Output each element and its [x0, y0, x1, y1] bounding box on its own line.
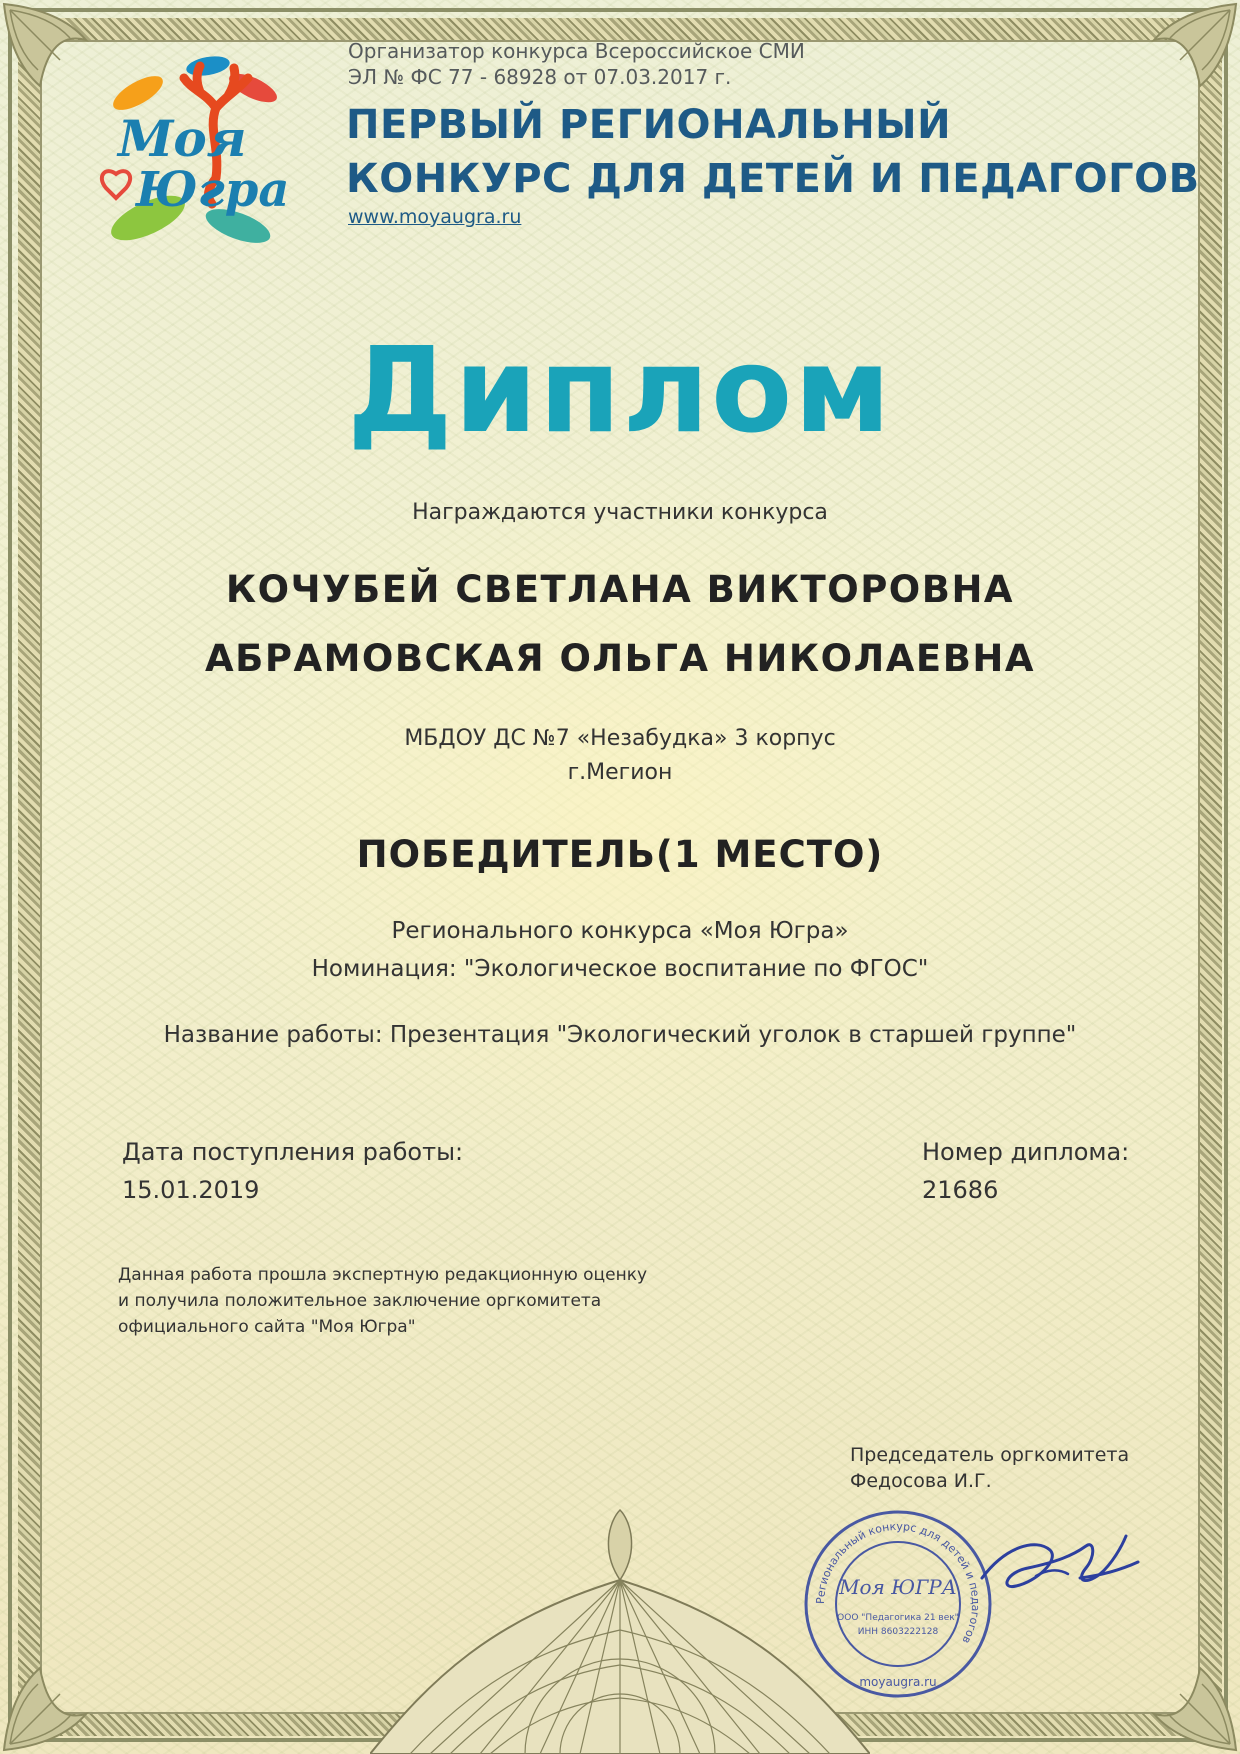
diploma-title: Диплом [347, 321, 893, 459]
corner-ornament-icon [1150, 0, 1240, 90]
award-intro: Награждаются участники конкурса [412, 500, 828, 525]
work-title: Название работы: Презентация "Экологический уголок в старшей группе" [163, 1022, 1077, 1048]
note-line: и получила положительное заключение оргкомитета [118, 1291, 602, 1311]
stamp-ring-text: Региональный конкурс для детей и педагогов [813, 1519, 983, 1646]
signatory-block [850, 1442, 1129, 1494]
institution-name: МБДОУ ДС №7 «Незабудка» 3 корпус [404, 726, 836, 751]
institution-block [0, 722, 1240, 790]
corner-ornament-icon [1150, 1664, 1240, 1754]
corner-ornament-icon [0, 0, 90, 90]
heart-icon [102, 171, 130, 198]
city: г.Мегион [567, 760, 673, 785]
diploma-number-value: 21686 [922, 1176, 999, 1204]
stamp-site: moyaugra.ru [859, 1675, 937, 1689]
stamp-inn: ИНН 8603222128 [857, 1627, 939, 1637]
organizer-info [348, 38, 805, 90]
nomination: Номинация: "Экологическое воспитание по ФГОС" [311, 956, 929, 982]
logo-word2: Югра [136, 162, 290, 218]
recipient-name: АБРАМОВСКАЯ ОЛЬГА НИКОЛАЕВНА [204, 637, 1036, 680]
diploma-number-label: Номер диплома: [922, 1138, 1130, 1166]
note-line: Данная работа прошла экспертную редакционную оценку [118, 1265, 648, 1285]
date-value: 15.01.2019 [122, 1176, 260, 1204]
signatory-position: Председатель оргкомитета [850, 1444, 1130, 1466]
registration-line: ЭЛ № ФС 77 - 68928 от 07.03.2017 г. [348, 65, 732, 89]
contest-block [0, 912, 1240, 988]
organizer-line: Организатор конкурса Всероссийское СМИ [348, 39, 805, 63]
headline-line: ПЕРВЫЙ РЕГИОНАЛЬНЫЙ [346, 102, 952, 148]
contest-name: Регионального конкурса «Моя Югра» [391, 918, 849, 944]
award-place: ПОБЕДИТЕЛЬ(1 МЕСТО) [356, 833, 884, 876]
recipient-name: КОЧУБЕЙ СВЕТЛАНА ВИКТОРОВНА [225, 568, 1015, 611]
logo-word1: Моя [118, 109, 247, 168]
contest-headline [346, 98, 1200, 206]
signatory-name: Федосова И.Г. [850, 1470, 992, 1492]
headline-line: КОНКУРС ДЛЯ ДЕТЕЙ И ПЕДАГОГОВ [346, 156, 1200, 202]
expert-note [118, 1262, 647, 1340]
corner-ornament-icon [0, 1664, 90, 1754]
official-stamp [802, 1508, 994, 1700]
moya-yugra-logo [88, 48, 298, 258]
note-line: официального сайта "Моя Югра" [118, 1317, 416, 1337]
stamp-org: ООО "Педагогика 21 век" [837, 1613, 959, 1623]
stamp-center-text: Моя ЮГРА [839, 1575, 957, 1599]
rosette-ornament-icon [370, 1480, 870, 1754]
handwritten-signature [976, 1516, 1144, 1612]
website-link: www.moyaugra.ru [348, 206, 522, 228]
date-label: Дата поступления работы: [122, 1138, 464, 1166]
